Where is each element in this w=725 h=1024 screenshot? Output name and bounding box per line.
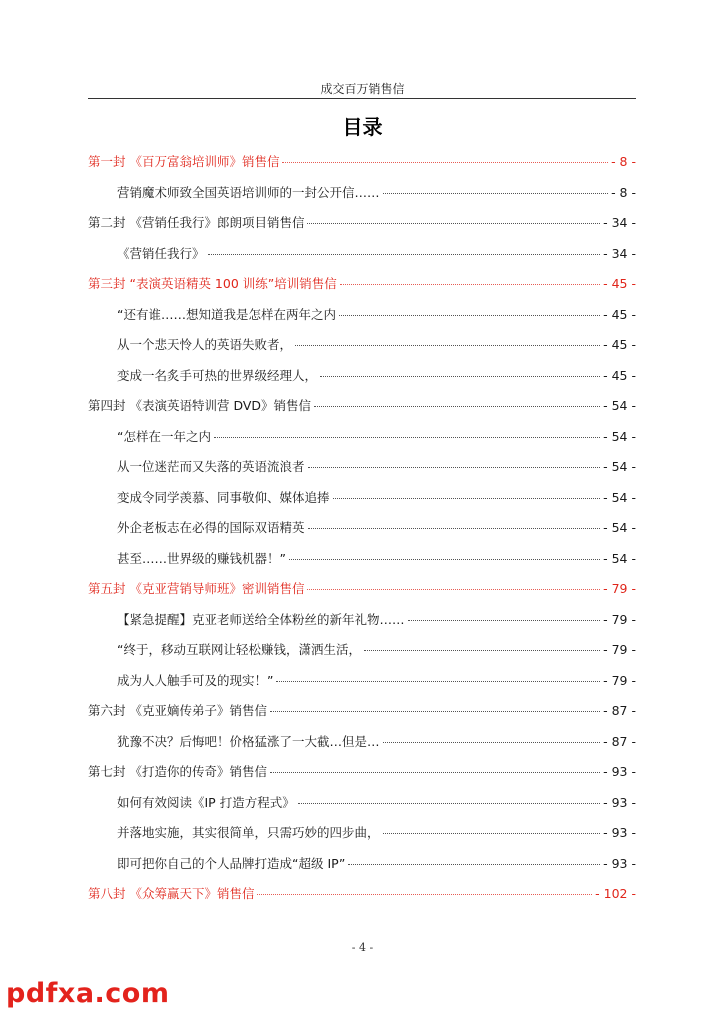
toc-dot-leader (282, 161, 608, 163)
toc-chapter-entry[interactable] (88, 574, 636, 605)
toc-page-number: - 93 - (603, 855, 636, 871)
toc-dot-leader (308, 527, 601, 529)
toc-dot-leader (333, 497, 601, 499)
header-divider (88, 98, 636, 99)
toc-page-number: - 45 - (603, 337, 636, 352)
toc-entry-title: 即可把你自己的个人品牌打造成“超级 IP” (117, 855, 346, 871)
toc-page-number: - 45 - (603, 367, 636, 383)
toc-entry-title: 从一个悲天怜人的英语失败者， (117, 337, 293, 352)
toc-page-number: - 45 - (603, 276, 636, 291)
toc-dot-leader (339, 314, 600, 316)
toc-page-number: - 34 - (603, 245, 636, 261)
toc-dot-leader (295, 344, 600, 346)
toc-entry-title: 营销魔术师致全国英语培训师的一封公开信…… (117, 184, 380, 200)
toc-subentry[interactable] (88, 422, 636, 453)
toc-entry-title: “还有谁……想知道我是怎样在两年之内 (117, 306, 336, 322)
toc-page-number: - 54 - (603, 520, 636, 535)
toc-chapter-entry[interactable] (88, 757, 636, 788)
table-of-contents (88, 147, 636, 910)
toc-page-number: - 45 - (603, 306, 636, 322)
toc-entry-title: 如何有效阅读《IP 打造方程式》 (117, 794, 295, 810)
toc-entry-title: 犹豫不决？后悔吧！价格猛涨了一大截…但是… (117, 733, 380, 749)
toc-subentry[interactable] (88, 727, 636, 758)
toc-subentry[interactable] (88, 818, 636, 849)
toc-subentry[interactable] (88, 635, 636, 666)
toc-entry-title: 第四封 《表演英语特训营 DVD》销售信 (88, 398, 312, 413)
toc-dot-leader (348, 863, 600, 865)
site-watermark: pdfxa.com (6, 978, 170, 1009)
toc-entry-title: 《营销任我行》 (117, 245, 205, 261)
running-header: 成交百万销售信 (320, 82, 405, 96)
toc-subentry[interactable] (88, 361, 636, 392)
toc-entry-title: 第一封 《百万富翁培训师》销售信 (88, 154, 280, 169)
toc-page-number: - 54 - (603, 398, 636, 413)
toc-dot-leader (383, 832, 601, 834)
toc-dot-leader (298, 802, 600, 804)
page-number: - 4 - (351, 941, 374, 954)
toc-dot-leader (208, 253, 601, 255)
toc-page-number: - 79 - (603, 581, 636, 596)
toc-entry-title: 变成令同学羡慕、同事敬仰、媒体追捧 (117, 489, 330, 505)
toc-title: 目录 (342, 115, 383, 139)
toc-dot-leader (340, 283, 600, 285)
toc-chapter-entry[interactable] (88, 269, 636, 300)
toc-dot-leader (276, 680, 600, 682)
toc-subentry[interactable] (88, 300, 636, 331)
toc-dot-leader (314, 405, 600, 407)
toc-dot-leader (308, 466, 601, 468)
toc-entry-title: 第八封 《众筹赢天下》销售信 (88, 886, 255, 901)
toc-page-number: - 8 - (611, 154, 636, 169)
toc-entry-title: 从一位迷茫而又失落的英语流浪者 (117, 459, 305, 474)
toc-page-number: - 102 - (595, 886, 636, 901)
toc-dot-leader (289, 558, 600, 560)
toc-subentry[interactable] (88, 849, 636, 880)
toc-dot-leader (307, 588, 600, 590)
toc-dot-leader (270, 771, 600, 773)
toc-dot-leader (408, 619, 601, 621)
toc-entry-title: 第七封 《打造你的传奇》销售信 (88, 764, 267, 779)
toc-page-number: - 8 - (611, 184, 636, 200)
toc-subentry[interactable] (88, 239, 636, 270)
toc-entry-title: 成为人人触手可及的现实！” (117, 672, 274, 688)
toc-dot-leader (383, 741, 601, 743)
toc-dot-leader (383, 192, 609, 194)
toc-page-number: - 79 - (603, 611, 636, 627)
toc-page-number: - 87 - (603, 733, 636, 749)
toc-subentry[interactable] (88, 666, 636, 697)
toc-dot-leader (320, 375, 600, 377)
toc-subentry[interactable] (88, 513, 636, 544)
toc-entry-title: 变成一名炙手可热的世界级经理人， (117, 367, 318, 383)
toc-subentry[interactable] (88, 452, 636, 483)
toc-subentry[interactable] (88, 544, 636, 575)
toc-entry-title: 第五封 《克亚营销导师班》密训销售信 (88, 581, 305, 596)
toc-page-number: - 79 - (603, 642, 636, 657)
toc-page-number: - 54 - (603, 489, 636, 505)
toc-subentry[interactable] (88, 788, 636, 819)
toc-subentry[interactable] (88, 483, 636, 514)
toc-entry-title: 甚至……世界级的赚钱机器！” (117, 550, 286, 566)
toc-page-number: - 93 - (603, 764, 636, 779)
toc-page-number: - 54 - (603, 428, 636, 444)
toc-entry-title: “怎样在一年之内 (117, 428, 211, 444)
toc-entry-title: 并落地实施，其实很简单，只需巧妙的四步曲， (117, 825, 380, 840)
toc-page-number: - 54 - (603, 550, 636, 566)
toc-page-number: - 93 - (603, 794, 636, 810)
toc-entry-title: 第三封 “表演英语精英 100 训练”培训销售信 (88, 276, 337, 291)
toc-page-number: - 54 - (603, 459, 636, 474)
toc-entry-title: 【紧急提醒】克亚老师送给全体粉丝的新年礼物…… (117, 611, 405, 627)
toc-chapter-entry[interactable] (88, 147, 636, 178)
toc-dot-leader (364, 649, 600, 651)
toc-chapter-entry[interactable] (88, 391, 636, 422)
toc-page-number: - 34 - (603, 215, 636, 230)
toc-entry-title: 第二封 《营销任我行》郎朗项目销售信 (88, 215, 305, 230)
toc-chapter-entry[interactable] (88, 208, 636, 239)
toc-entry-title: 外企老板志在必得的国际双语精英 (117, 520, 305, 535)
toc-page-number: - 79 - (603, 672, 636, 688)
toc-entry-title: 第六封 《克亚嫡传弟子》销售信 (88, 703, 267, 718)
toc-dot-leader (270, 710, 600, 712)
toc-chapter-entry[interactable] (88, 879, 636, 910)
toc-entry-title: “终于，移动互联网让轻松赚钱，潇洒生活， (117, 642, 361, 657)
toc-page-number: - 87 - (603, 703, 636, 718)
toc-page-number: - 93 - (603, 825, 636, 840)
toc-dot-leader (307, 222, 600, 224)
toc-dot-leader (257, 893, 592, 895)
toc-chapter-entry[interactable] (88, 696, 636, 727)
toc-subentry[interactable] (88, 178, 636, 209)
toc-subentry[interactable] (88, 330, 636, 361)
toc-subentry[interactable] (88, 605, 636, 636)
toc-dot-leader (214, 436, 600, 438)
